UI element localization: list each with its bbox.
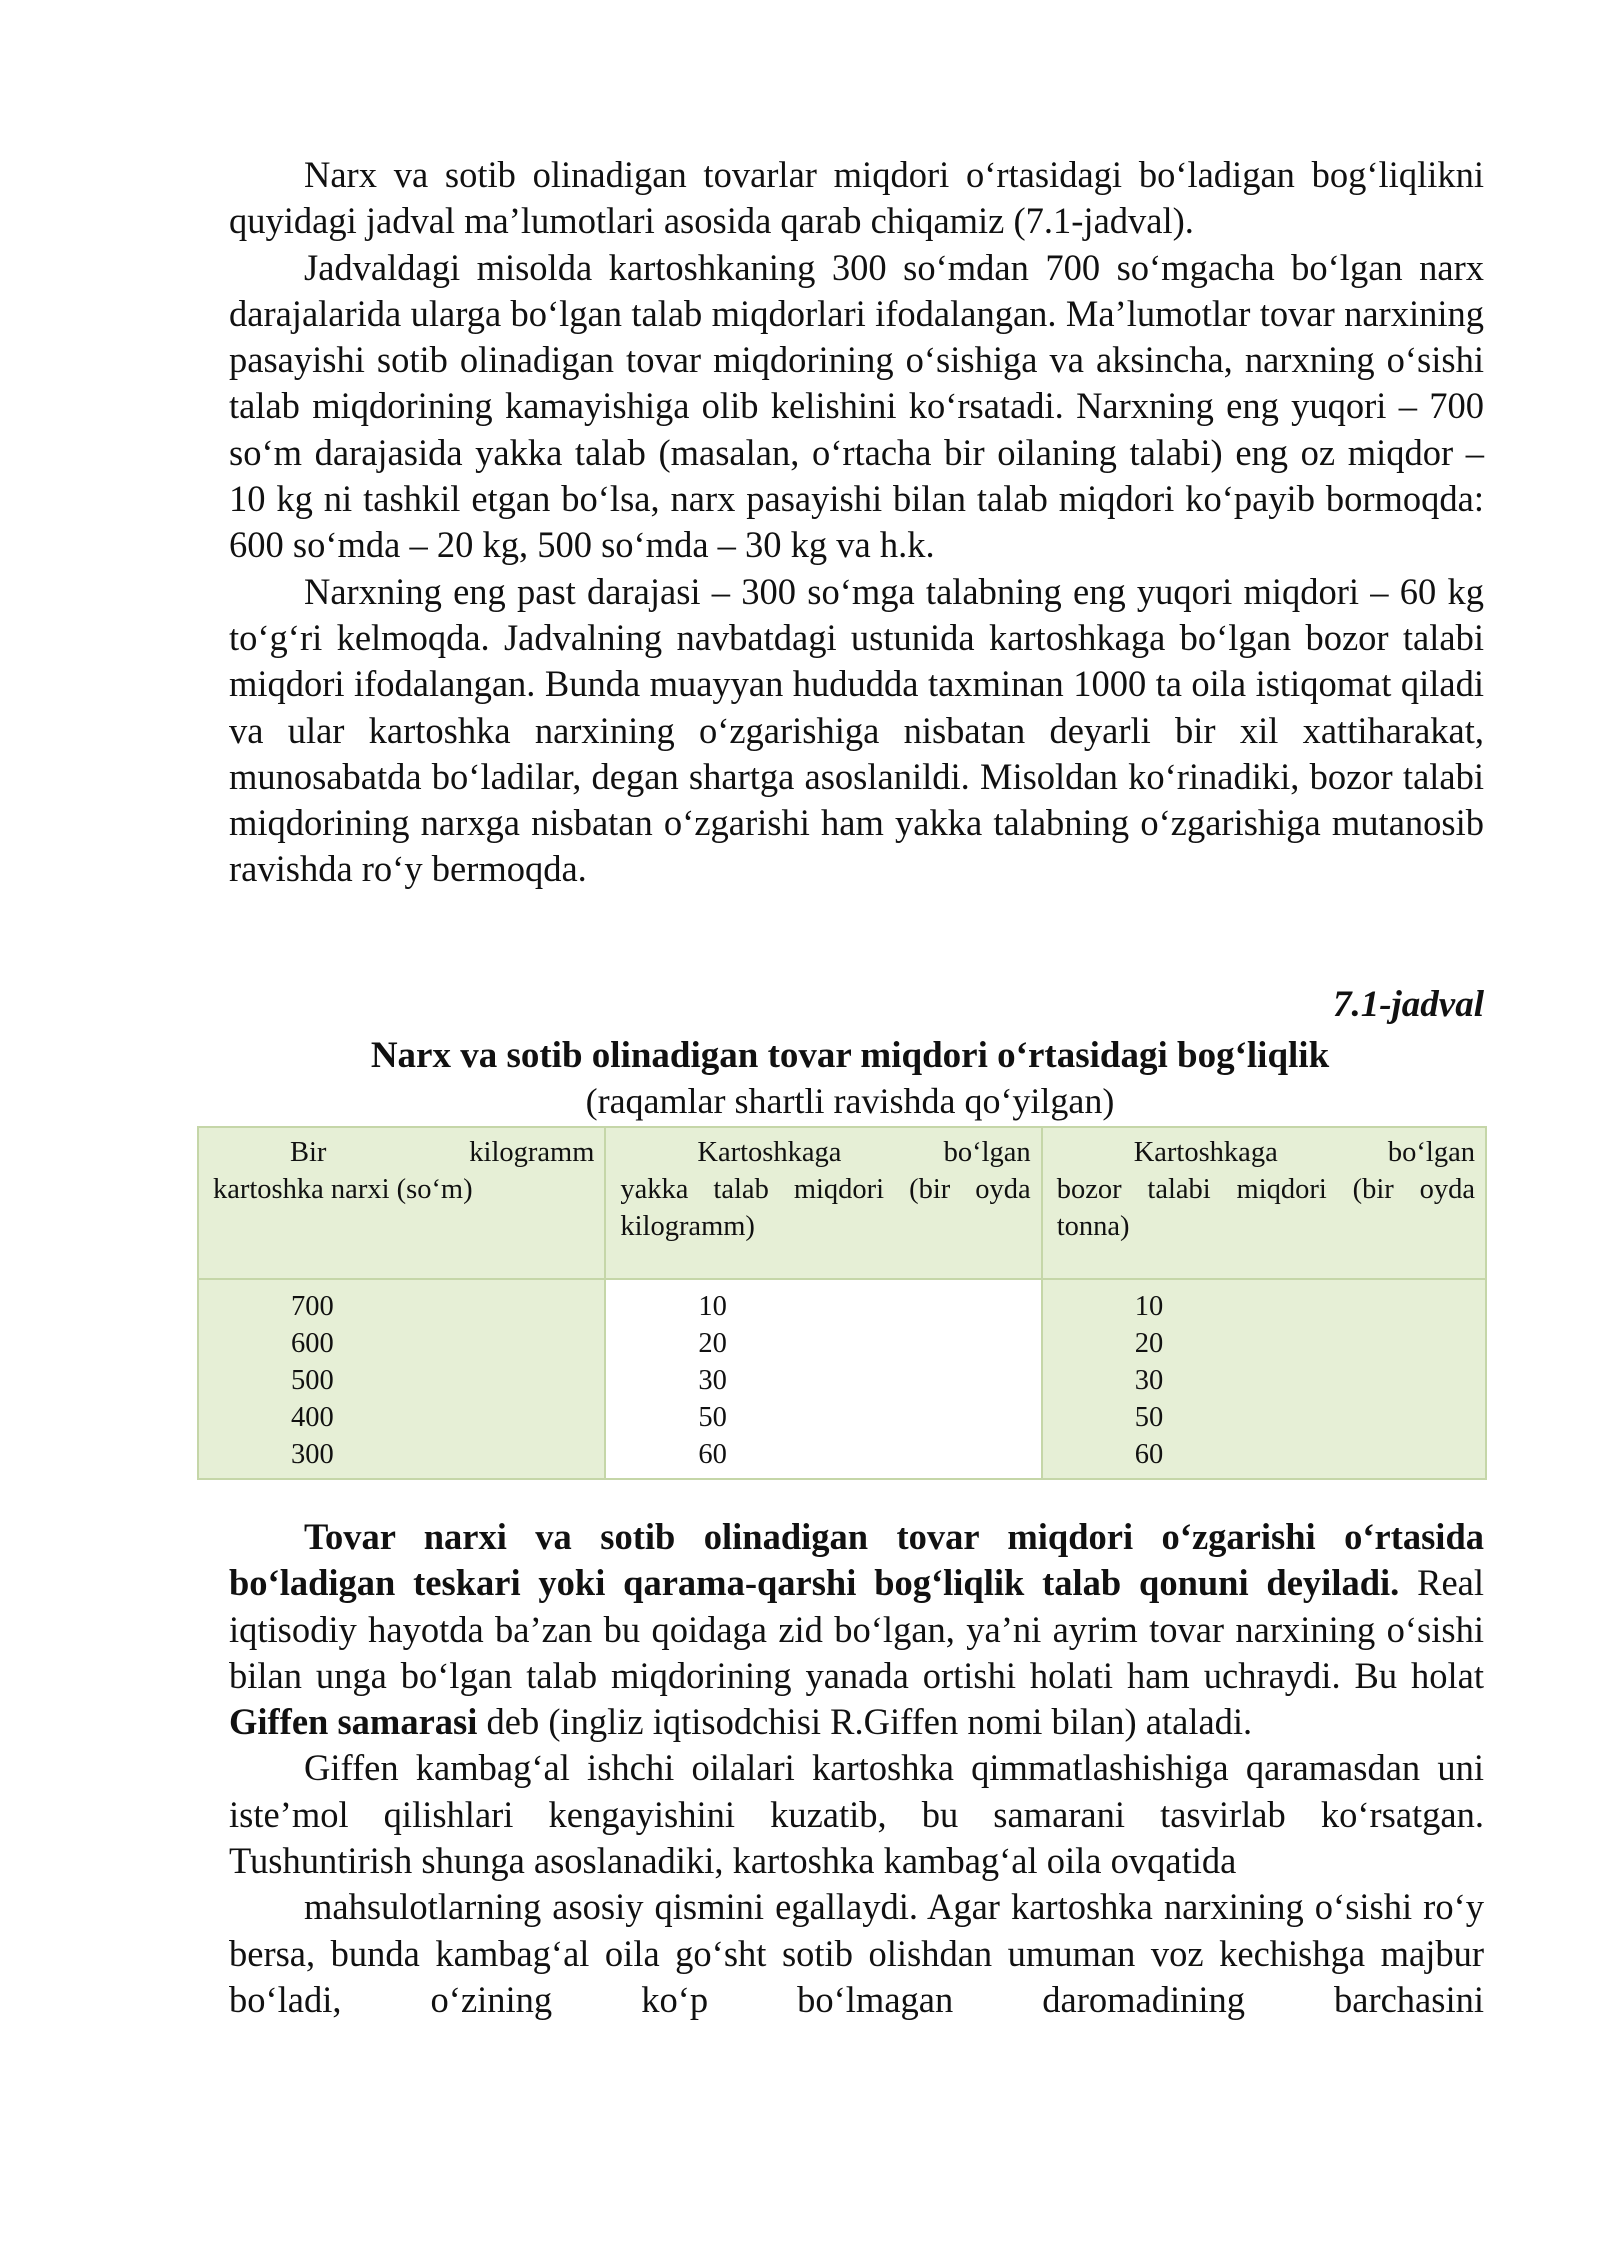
paragraph: Giffen kambagʻal ishchi oilalari kartoshka qimmatlashishiga qaramasdan uni isteʼmol qilishlari kengayishini kuzatib, bu samarani tasvirlab koʻrsatgan. Tushuntirish shunga asoslanadiki, kartoshka kambagʻal oila ovqatida xyxy=(229,1747,1484,1882)
table-cell: 60 xyxy=(1134,1439,1164,1470)
header-line: tonna) xyxy=(1056,1211,1130,1242)
text-run: deb (ingliz iqtisodchisi R.Giffen nomi bilan) ataladi. xyxy=(486,1701,1253,1743)
header-individual-demand xyxy=(605,1127,1041,1279)
table-body-row xyxy=(198,1279,1486,1479)
text-run: Real iqtisodiy hayotda baʼzan bu qoidaga zid boʻlgan, yaʼni ayrim tovar narxining oʻsishi bilan unga boʻlgan talab miqdorining yanada ortishi holati ham uchraydi. Bu holat xyxy=(229,1562,1484,1696)
table-cell: 700 xyxy=(291,1291,334,1322)
table-cell: 600 xyxy=(291,1328,334,1359)
law-of-demand-text xyxy=(229,1514,1484,2023)
giffen-term: Giffen samarasi xyxy=(229,1701,478,1743)
header-line: kilogramm) xyxy=(620,1211,755,1242)
table-cell: 20 xyxy=(1134,1328,1164,1359)
law-definition: Tovar narxi va sotib olinadigan tovar miqdori oʻzgarishi oʻrtasida boʻladigan teskari yoki qarama-qarshi bogʻliqlik talab qonuni deyiladi. xyxy=(229,1516,1484,1604)
table-cell: 300 xyxy=(291,1439,334,1470)
paragraph xyxy=(229,1514,1484,1745)
table-cell: 30 xyxy=(698,1365,727,1396)
header-line: bozor talabi miqdori (bir oyda xyxy=(1056,1174,1475,1205)
table-cell: 20 xyxy=(698,1328,727,1359)
table-cell: 500 xyxy=(291,1365,334,1396)
paragraph: Narxning eng past darajasi – 300 soʻmga talabning eng yuqori miqdori – 60 kg toʻgʻri kelmoqda. Jadvalning navbatdagi ustunida kartoshkaga boʻlgan bozor talabi miqdori ifodalangan. Bunda muayyan hududda taxminan 1000 ta oila istiqomat qiladi va ular kartoshka narxining oʻzgarishiga nisbatan deyarli bir xil xattiharakat, munosabatda boʻladilar, degan shartga asoslanildi. Misoldan koʻrinadiki, bozor talabi miqdorining narxga nisbatan oʻzgarishi ham yakka talabning oʻzgarishiga mutanosib ravishda roʻy bermoqda. xyxy=(229,570,1484,890)
header-price xyxy=(198,1127,605,1279)
price-column xyxy=(198,1279,605,1479)
table-cell: 50 xyxy=(1134,1402,1164,1433)
table-cell: 10 xyxy=(698,1291,727,1322)
table-cell: 50 xyxy=(698,1402,727,1433)
table-title: Narx va sotib olinadigan tovar miqdori oʻrtasidagi bogʻliqlik xyxy=(370,1035,1330,1076)
table-cell: 30 xyxy=(1134,1365,1164,1396)
intro-text xyxy=(229,152,1484,893)
header-line: Bir kilogramm xyxy=(290,1137,595,1168)
header-line: yakka talab miqdori (bir oyda xyxy=(620,1174,1031,1205)
header-line: kartoshka narxi (soʻm) xyxy=(213,1174,473,1205)
table-label: 7.1-jadval xyxy=(1332,984,1484,1025)
paragraph: mahsulotlarning asosiy qismini egallaydi. Agar kartoshka narxining oʻsishi roʻy bersa, bunda kambagʻal oila goʻsht sotib olishdan umuman voz kechishga majbur boʻladi, oʻzining koʻp boʻlmagan daromadining barchasini xyxy=(229,1886,1484,2020)
individual-demand-column xyxy=(605,1279,1041,1479)
demand-table xyxy=(197,1126,1487,1480)
paragraph: Jadvaldagi misolda kartoshkaning 300 soʻmdan 700 soʻmgacha boʻlgan narx darajalarida ularga boʻlgan talab miqdorlari ifodalangan. Maʼlumotlar tovar narxining pasayishi sotib olinadigan tovar miqdorining oʻsishiga va aksincha, narxning oʻsishi talab miqdorining kamayishiga olib kelishini koʻrsatadi. Narxning eng yuqori – 700 soʻm darajasida yakka talab (masalan, oʻrtacha bir oilaning talabi) eng oz miqdor – 10 kg ni tashkil etgan boʻlsa, narx pasayishi bilan talab miqdori koʻpayib bormoqda: 600 soʻmda – 20 kg, 500 soʻmda – 30 kg va h.k. xyxy=(229,246,1484,566)
header-market-demand xyxy=(1042,1127,1486,1279)
table-header-row xyxy=(198,1127,1486,1279)
market-demand-column xyxy=(1042,1279,1486,1479)
table-cell: 60 xyxy=(698,1439,727,1470)
paragraph: Narx va sotib olinadigan tovarlar miqdori oʻrtasidagi boʻladigan bogʻliqlikni quyidagi jadval maʼlumotlari asosida qarab chiqamiz (7.1-jadval). xyxy=(229,154,1484,242)
header-line: Kartoshkaga boʻlgan xyxy=(697,1137,1031,1168)
header-line: Kartoshkaga boʻlgan xyxy=(1133,1137,1475,1168)
table-subtitle: (raqamlar shartli ravishda qoʻyilgan) xyxy=(585,1081,1115,1121)
table-cell: 10 xyxy=(1134,1291,1164,1322)
table-cell: 400 xyxy=(291,1402,334,1433)
